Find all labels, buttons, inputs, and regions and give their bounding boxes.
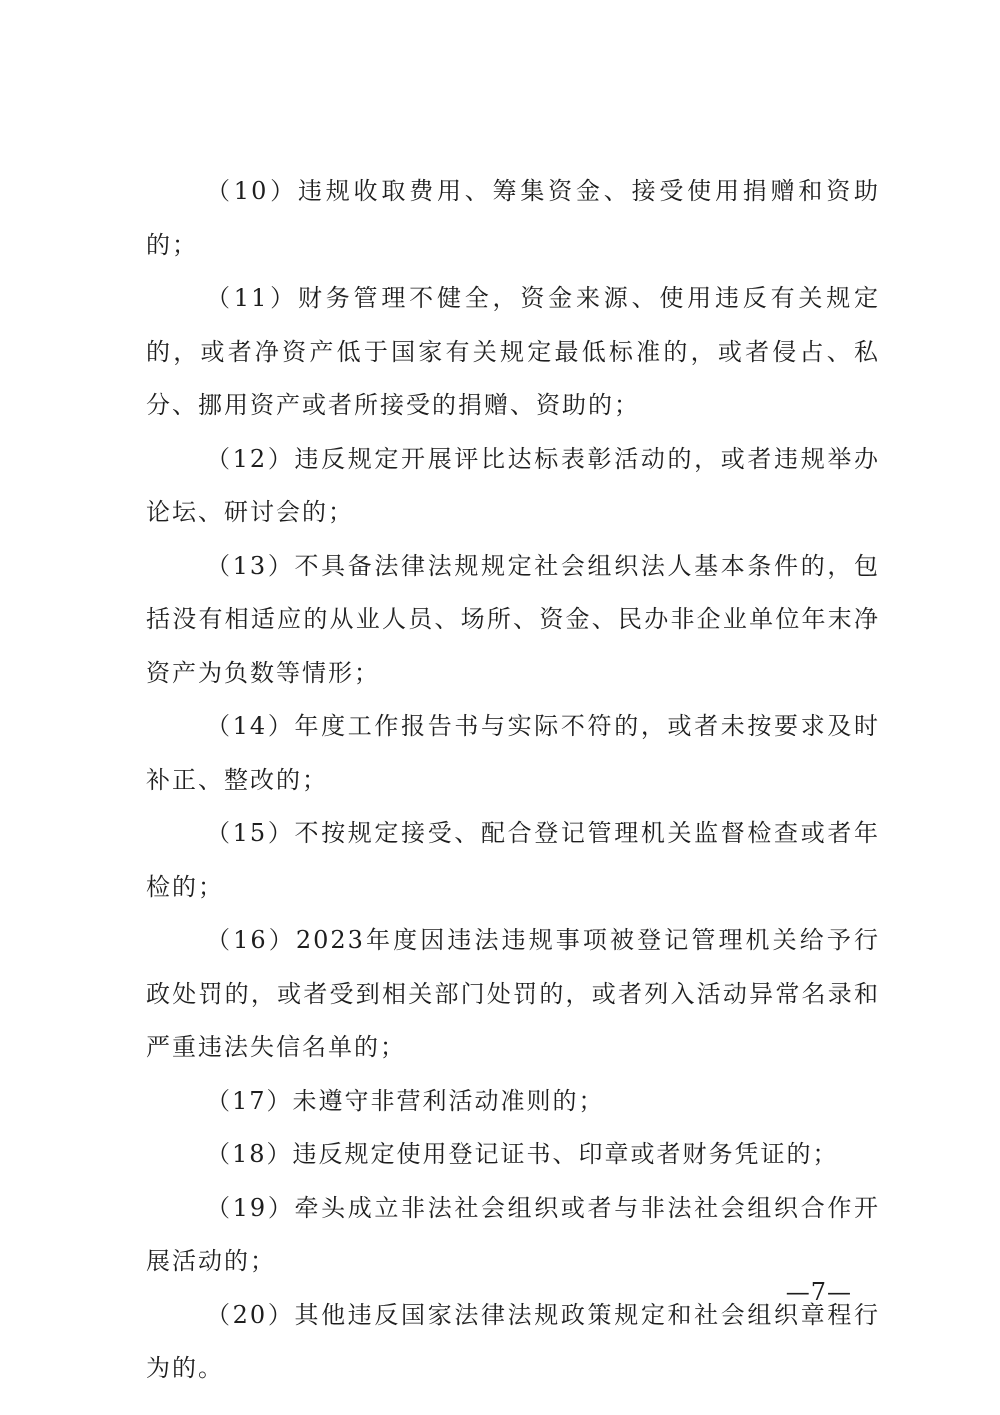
body-text — [146, 165, 880, 1396]
list-item-18: （18）违反规定使用登记证书、印章或者财务凭证的； — [206, 1140, 839, 1168]
list-item-12: （12）违反规定开展评比达标表彰活动的，或者违规举办论坛、研讨会的； — [146, 444, 880, 526]
list-item-10: （10）违规收取费用、筹集资金、接受使用捐赠和资助的； — [146, 177, 880, 259]
list-item-11: （11）财务管理不健全，资金来源、使用违反有关规定的，或者净资产低于国家有关规定最低标准的，或者侵占、私分、挪用资产或者所接受的捐赠、资助的； — [146, 284, 880, 419]
list-item-17: （17）未遵守非营利活动准则的； — [206, 1086, 605, 1115]
list-item-14: （14）年度工作报告书与实际不符的，或者未按要求及时补正、整改的； — [146, 712, 880, 794]
list-item-15: （15）不按规定接受、配合登记管理机关监督检查或者年检的； — [146, 819, 880, 901]
list-item-19: （19）牵头成立非法社会组织或者与非法社会组织合作开展活动的； — [146, 1193, 880, 1275]
page-number: —7— — [785, 1278, 852, 1306]
list-item-20: （20）其他违反国家法律法规政策规定和社会组织章程行为的。 — [146, 1300, 880, 1382]
list-item-13: （13）不具备法律法规规定社会组织法人基本条件的，包括没有相适应的从业人员、场所、资金、民办非企业单位年末净资产为负数等情形； — [146, 551, 880, 687]
list-item-16: （16）2023年度因违法违规事项被登记管理机关给予行政处罚的，或者受到相关部门处罚的，或者列入活动异常名录和严重违法失信名单的； — [146, 926, 880, 1061]
